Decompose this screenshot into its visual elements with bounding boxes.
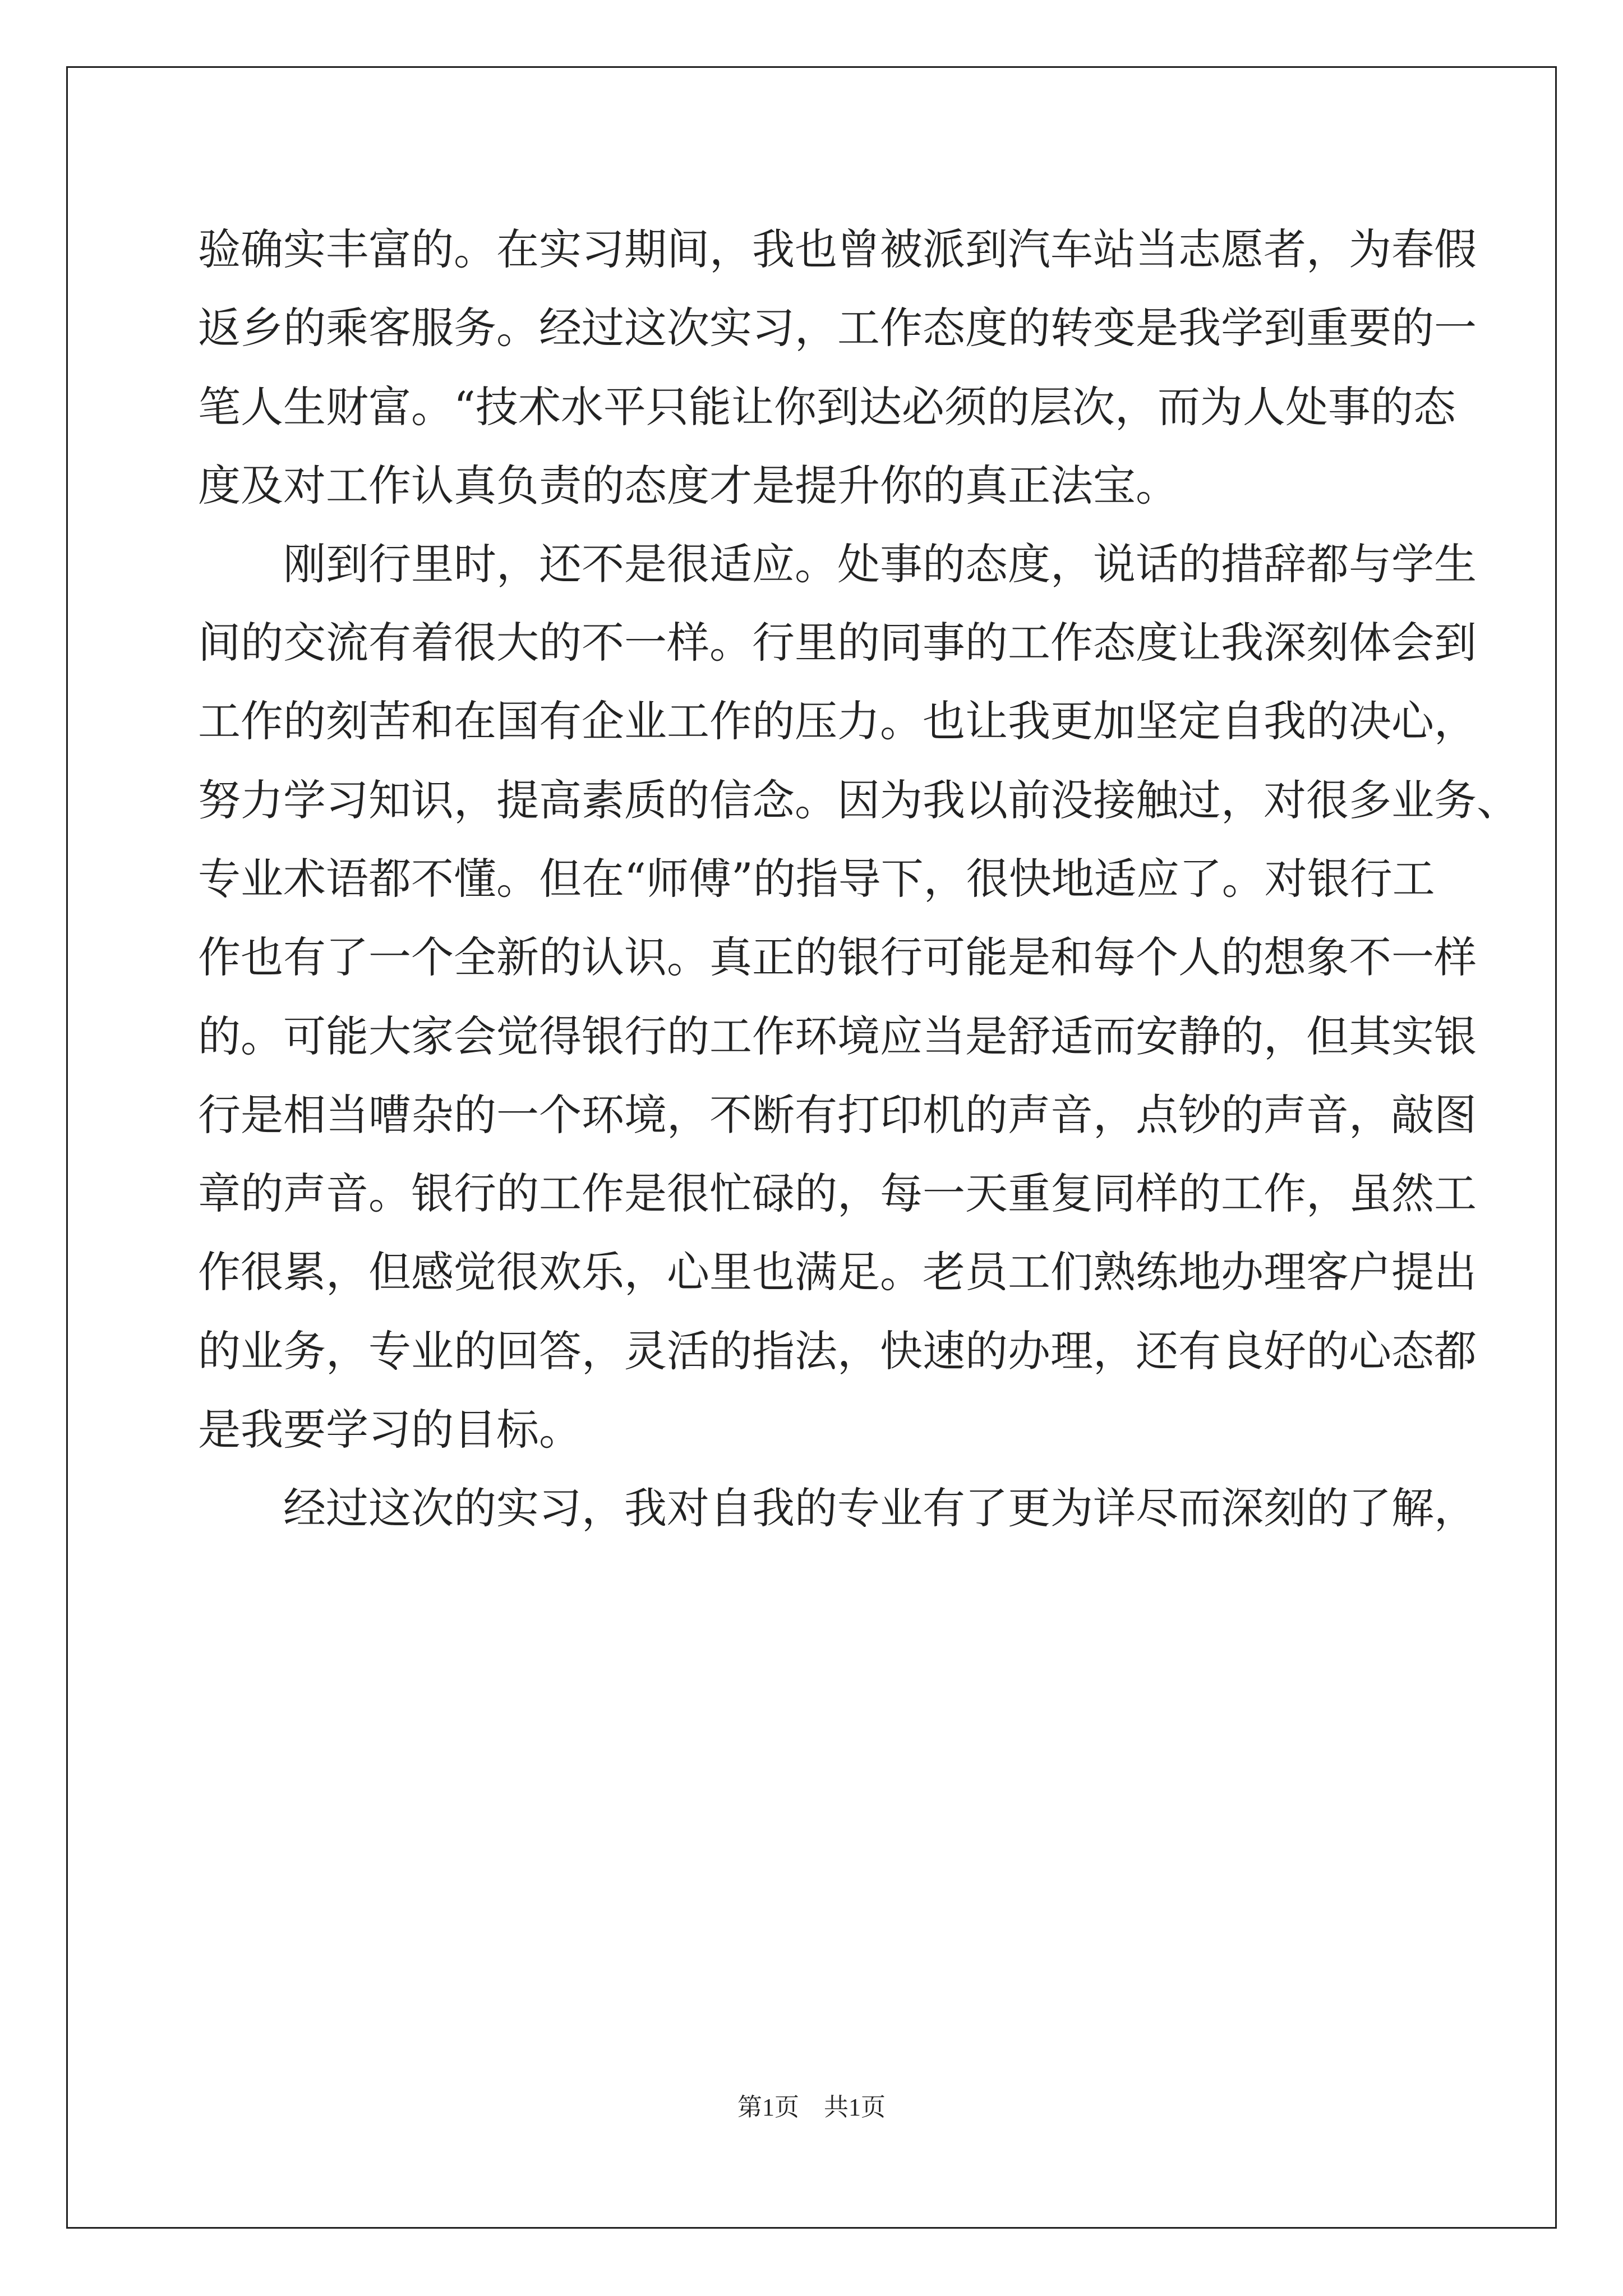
text-line: 作也有了一个全新的认识。真正的银行可能是和每个人的想象不一样 <box>198 932 1477 982</box>
text-line: 专业术语都不懂。但在“师傅”的指导下，很快地适应了。对银行工 <box>198 854 1435 904</box>
text-line: 返乡的乘客服务。经过这次实习，工作态度的转变是我学到重要的一 <box>198 303 1477 353</box>
text-line: 的业务，专业的回答，灵活的指法，快速的办理，还有良好的心态都 <box>198 1326 1477 1376</box>
paragraph-first-line: 经过这次的实习，我对自我的专业有了更为详尽而深刻的了解， <box>283 1483 1477 1533</box>
text-line: 笔人生财富。“技术水平只能让你到达必须的层次，而为人处事的态 <box>198 382 1456 432</box>
text-line: 间的交流有着很大的不一样。行里的同事的工作态度让我深刻体会到 <box>198 618 1477 668</box>
page-footer: 第1页 共1页 <box>737 2093 886 2121</box>
text-line: 作很累，但感觉很欢乐，心里也满足。老员工们熟练地办理客户提出 <box>198 1247 1477 1297</box>
text-line: 行是相当嘈杂的一个环境，不断有打印机的声音，点钞的声音，敲图 <box>198 1090 1477 1140</box>
text-line: 度及对工作认真负责的态度才是提升你的真正法宝。 <box>198 461 1178 510</box>
text-line: 章的声音。银行的工作是很忙碌的，每一天重复同样的工作，虽然工 <box>198 1168 1477 1218</box>
text-line: 是我要学习的目标。 <box>198 1405 582 1455</box>
text-line: 验确实丰富的。在实习期间，我也曾被派到汽车站当志愿者，为春假 <box>198 224 1477 274</box>
text-line: 努力学习知识，提高素质的信念。因为我以前没接触过，对很多业务、 <box>198 775 1519 825</box>
text-line: 工作的刻苦和在国有企业工作的压力。也让我更加坚定自我的决心， <box>198 696 1477 746</box>
paragraph-first-line: 刚到行里时，还不是很适应。处事的态度，说话的措辞都与学生 <box>283 539 1477 589</box>
text-line: 的。可能大家会觉得银行的工作环境应当是舒适而安静的，但其实银 <box>198 1011 1477 1061</box>
